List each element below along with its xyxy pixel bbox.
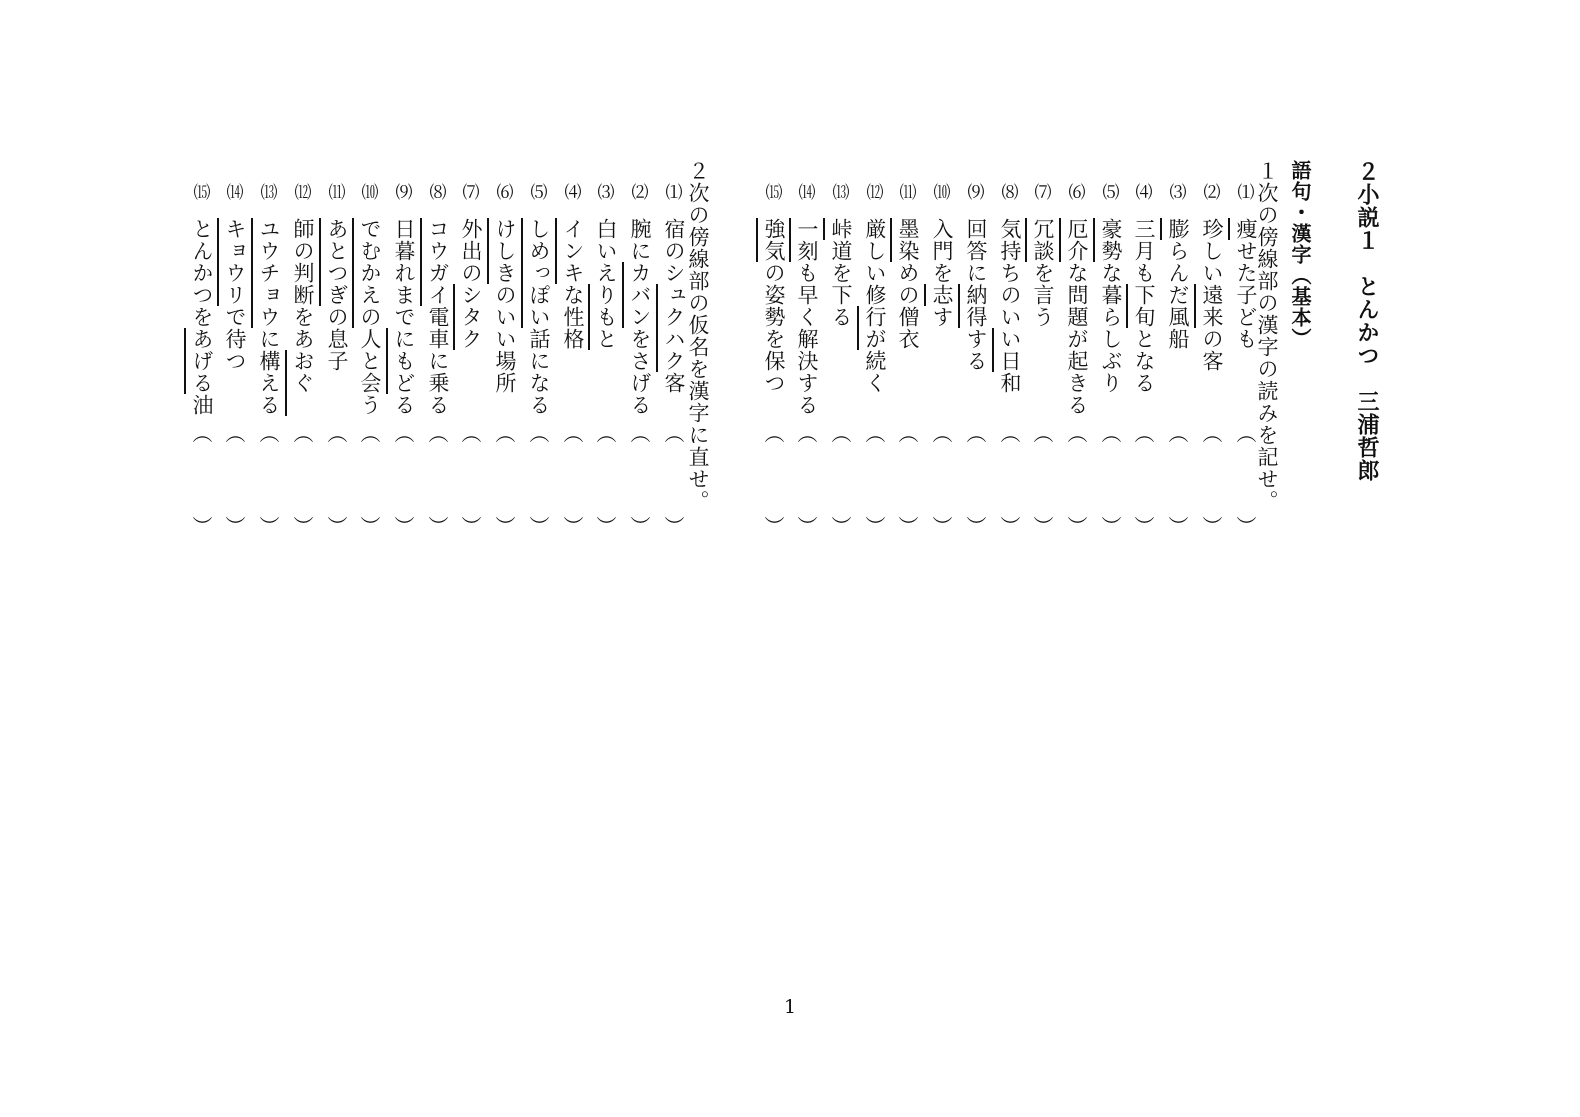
answer-blank[interactable]: [1198, 448, 1226, 516]
answer-paren-open: （: [458, 423, 482, 443]
answer-paren-open: （: [1199, 423, 1223, 443]
part2-item-number: ⑽: [361, 183, 379, 203]
answer-paren-close: ）: [290, 516, 314, 536]
part1-item: [1063, 178, 1091, 558]
answer-paren-close: ）: [391, 516, 415, 536]
answer-paren-close: ）: [357, 516, 381, 536]
part1-item: [996, 178, 1024, 558]
part1-item-number: ⑶: [1169, 183, 1187, 203]
answer-blank[interactable]: [188, 448, 216, 516]
answer-paren-close: ）: [425, 516, 449, 536]
answer-paren-open: （: [895, 423, 919, 443]
part1-item-number: ⒀: [832, 183, 850, 203]
answer-blank[interactable]: [255, 448, 283, 516]
answer-paren-close: ）: [997, 516, 1021, 536]
answer-blank[interactable]: [221, 448, 249, 516]
part2-item-text: コウガイ電車に乗る: [426, 218, 450, 416]
underline: [1126, 284, 1128, 328]
part1-item-number: ⑺: [1034, 183, 1052, 203]
answer-paren-close: ）: [1098, 516, 1122, 536]
answer-paren-close: ）: [526, 516, 550, 536]
section-heading: 語句・漢字（基本）: [1288, 160, 1312, 349]
answer-blank[interactable]: [289, 448, 317, 516]
answer-paren-open: （: [324, 423, 348, 443]
answer-paren-open: （: [1165, 423, 1189, 443]
answer-paren-close: ）: [560, 516, 584, 536]
part1-item: [827, 178, 855, 558]
answer-paren-close: ）: [1064, 516, 1088, 536]
answer-blank[interactable]: [1063, 448, 1091, 516]
part2-item-number: ⑷: [564, 183, 582, 203]
underline: [352, 218, 354, 328]
part1-item: [1164, 178, 1192, 558]
answer-paren-open: （: [357, 423, 381, 443]
part1-item-number: ⑹: [1068, 183, 1086, 203]
answer-paren-close: ）: [794, 516, 818, 536]
answer-paren-close: ）: [593, 516, 617, 536]
part2-item-number: ⑹: [496, 183, 514, 203]
part1-item-number: ⑻: [1001, 183, 1019, 203]
answer-paren-close: ）: [492, 516, 516, 536]
part2-item: [390, 178, 418, 558]
answer-paren-open: （: [560, 423, 584, 443]
underline: [1025, 218, 1027, 262]
part2-item-text: キョウリで待つ: [223, 218, 247, 372]
part1-item: [1198, 178, 1226, 558]
part2-instruction-text: 次の傍線部の仮名を漢字に直せ。: [686, 182, 710, 512]
answer-paren-open: （: [1064, 423, 1088, 443]
part2-item: [323, 178, 351, 558]
answer-paren-close: ）: [627, 516, 651, 536]
part2-item: [559, 178, 587, 558]
part2-item-number: ⒀: [260, 183, 278, 203]
answer-blank[interactable]: [525, 448, 553, 516]
part1-item: [793, 178, 821, 558]
part2-item-number: ⒂: [193, 183, 211, 203]
answer-blank[interactable]: [491, 448, 519, 516]
answer-paren-open: （: [391, 423, 415, 443]
answer-paren-open: （: [963, 423, 987, 443]
underline: [992, 328, 994, 372]
underline: [184, 328, 186, 394]
part2-item-text: 宿のシュクハク客: [662, 218, 686, 394]
part1-item-text: 回答に納得する: [964, 218, 988, 372]
part2-number: ２: [686, 160, 710, 182]
part2-item-number: ⑾: [328, 183, 346, 203]
answer-blank[interactable]: [592, 448, 620, 516]
answer-paren-open: （: [997, 423, 1021, 443]
part1-item-text: 膨らんだ風船: [1166, 218, 1190, 350]
part2-item-number: ⑵: [631, 183, 649, 203]
answer-paren-open: （: [1030, 423, 1054, 443]
page-number: 1: [783, 996, 797, 1018]
part2-item-number: ⑸: [530, 183, 548, 203]
answer-paren-close: ）: [1030, 516, 1054, 536]
part1-item: [861, 178, 889, 558]
part2-item-text: 師の判断をあおぐ: [291, 218, 315, 394]
answer-paren-open: （: [222, 423, 246, 443]
underline: [453, 284, 455, 350]
part2-item-number: ⑼: [395, 183, 413, 203]
part1-item-text: 厄介な問題が起きる: [1065, 218, 1089, 416]
part1-item-number: ⑿: [866, 183, 884, 203]
part2-instruction: [684, 160, 712, 512]
answer-blank[interactable]: [323, 448, 351, 516]
part1-item-number: ⑷: [1135, 183, 1153, 203]
part1-item-number: ⑴: [1237, 183, 1255, 203]
answer-blank[interactable]: [962, 448, 990, 516]
part1-item-number: ⑸: [1102, 183, 1120, 203]
part2-item: [626, 178, 654, 558]
underline: [386, 328, 388, 394]
answer-paren-open: （: [189, 423, 213, 443]
answer-paren-open: （: [425, 423, 449, 443]
underline: [890, 218, 892, 262]
part1-item-text: 冗談を言う: [1031, 218, 1055, 328]
part1-item-text: 一刻も早く解決する: [795, 218, 819, 416]
answer-blank[interactable]: [424, 448, 452, 516]
underline: [217, 218, 219, 306]
underline: [1228, 218, 1230, 240]
answer-paren-close: ）: [1233, 516, 1257, 536]
answer-paren-open: （: [627, 423, 651, 443]
answer-blank[interactable]: [1232, 448, 1260, 516]
answer-paren-close: ）: [963, 516, 987, 536]
part2-item-number: ⒁: [226, 183, 244, 203]
part1-item: [1029, 178, 1057, 558]
part2-item-text: とんかつをあげる油: [190, 218, 214, 416]
answer-blank[interactable]: [660, 448, 688, 516]
part2-item-number: ⑶: [597, 183, 615, 203]
answer-paren-close: ）: [929, 516, 953, 536]
part1-item: [1232, 178, 1260, 558]
part2-item: [491, 178, 519, 558]
answer-blank[interactable]: [1130, 448, 1158, 516]
underline: [756, 218, 758, 262]
answer-paren-open: （: [593, 423, 617, 443]
part2-item: [525, 178, 553, 558]
part2-item-text: 日暮れまでにもどる: [392, 218, 416, 416]
part1-number: １: [1255, 160, 1279, 182]
part2-item: [356, 178, 384, 558]
underline: [1093, 218, 1095, 262]
part1-item-number: ⑼: [967, 183, 985, 203]
answer-paren-open: （: [1233, 423, 1257, 443]
part1-item: [760, 178, 788, 558]
answer-paren-close: ）: [256, 516, 280, 536]
underline: [588, 284, 590, 350]
answer-blank[interactable]: [1164, 448, 1192, 516]
part2-item-number: ⑺: [462, 183, 480, 203]
part2-item-text: 腕にカバンをさげる: [628, 218, 652, 416]
part2-item: [424, 178, 452, 558]
part1-item-text: 痩せた子ども: [1234, 218, 1258, 350]
underline: [555, 218, 557, 284]
answer-blank[interactable]: [356, 448, 384, 516]
answer-blank[interactable]: [928, 448, 956, 516]
underline: [285, 350, 287, 416]
part2-item-number: ⑴: [665, 183, 683, 203]
underline: [1059, 218, 1061, 262]
answer-blank[interactable]: [760, 448, 788, 516]
part1-item-number: ⒂: [765, 183, 783, 203]
part2-item: [289, 178, 317, 558]
part1-item: [928, 178, 956, 558]
part1-item: [962, 178, 990, 558]
underline: [958, 284, 960, 328]
part1-item-text: 厳しい修行が続く: [863, 218, 887, 394]
answer-paren-close: ）: [1165, 516, 1189, 536]
part1-item-text: 峠道を下る: [829, 218, 853, 328]
underline: [251, 218, 253, 328]
answer-paren-open: （: [862, 423, 886, 443]
underline: [319, 218, 321, 306]
answer-blank[interactable]: [626, 448, 654, 516]
answer-blank[interactable]: [894, 448, 922, 516]
underline: [789, 218, 791, 262]
answer-paren-close: ）: [1199, 516, 1223, 536]
underline: [656, 284, 658, 372]
answer-paren-close: ）: [1131, 516, 1155, 536]
answer-paren-close: ）: [222, 516, 246, 536]
part1-item-number: ⒁: [798, 183, 816, 203]
answer-paren-open: （: [492, 423, 516, 443]
part2-item-text: でむかえの人と会う: [358, 218, 382, 416]
part1-item-text: 三月も下旬となる: [1132, 218, 1156, 394]
answer-paren-open: （: [828, 423, 852, 443]
underline: [857, 306, 859, 350]
answer-paren-open: （: [929, 423, 953, 443]
answer-paren-close: ）: [189, 516, 213, 536]
part1-item-text: 豪勢な暮らしぶり: [1099, 218, 1123, 394]
underline: [1194, 284, 1196, 328]
page-title: ２小説１ とんかつ 三浦哲郎: [1354, 160, 1379, 482]
part2-item: [255, 178, 283, 558]
part2-item-text: ユウチョウに構える: [257, 218, 281, 416]
answer-blank[interactable]: [996, 448, 1024, 516]
answer-paren-close: ）: [862, 516, 886, 536]
answer-blank[interactable]: [390, 448, 418, 516]
part2-item-text: 白いえりもと: [594, 218, 618, 350]
underline: [823, 218, 825, 240]
answer-paren-open: （: [290, 423, 314, 443]
answer-paren-open: （: [526, 423, 550, 443]
part2-item-text: しめっぽい話になる: [527, 218, 551, 416]
underline: [1160, 218, 1162, 240]
part2-item-text: あとつぎの息子: [325, 218, 349, 372]
answer-blank[interactable]: [1029, 448, 1057, 516]
answer-blank[interactable]: [559, 448, 587, 516]
part1-item-text: 墨染めの僧衣: [896, 218, 920, 350]
answer-blank[interactable]: [827, 448, 855, 516]
part2-item-text: けしきのいい場所: [493, 218, 517, 394]
answer-paren-open: （: [1098, 423, 1122, 443]
part1-item-number: ⑾: [899, 183, 917, 203]
answer-paren-open: （: [256, 423, 280, 443]
underline: [487, 218, 489, 284]
part2-item-text: 外出のシタク: [459, 218, 483, 350]
part1-instruction-text: 次の傍線部の漢字の読みを記せ。: [1255, 182, 1279, 512]
underline: [420, 218, 422, 306]
part1-item-number: ⑵: [1203, 183, 1221, 203]
part2-item: [592, 178, 620, 558]
underline: [521, 218, 523, 328]
answer-paren-open: （: [661, 423, 685, 443]
part2-item-number: ⑻: [429, 183, 447, 203]
part2-item-number: ⑿: [294, 183, 312, 203]
part1-item-text: 強気の姿勢を保つ: [762, 218, 786, 394]
answer-paren-close: ）: [828, 516, 852, 536]
underline: [622, 262, 624, 328]
answer-paren-close: ）: [324, 516, 348, 536]
part2-item: [457, 178, 485, 558]
answer-paren-open: （: [1131, 423, 1155, 443]
answer-paren-open: （: [794, 423, 818, 443]
answer-blank[interactable]: [793, 448, 821, 516]
part1-item-text: 気持ちのいい日和: [998, 218, 1022, 394]
part1-item-number: ⑽: [933, 183, 951, 203]
part1-item-text: 入門を志す: [930, 218, 954, 328]
part1-item: [1130, 178, 1158, 558]
answer-blank[interactable]: [861, 448, 889, 516]
part1-item-text: 珍しい遠来の客: [1200, 218, 1224, 372]
part2-item-text: インキな性格: [561, 218, 585, 350]
underline: [924, 284, 926, 306]
answer-paren-close: ）: [458, 516, 482, 536]
answer-paren-close: ）: [761, 516, 785, 536]
part1-item: [1097, 178, 1125, 558]
part2-item: [660, 178, 688, 558]
answer-paren-close: ）: [895, 516, 919, 536]
answer-paren-close: ）: [661, 516, 685, 536]
part2-item: [221, 178, 249, 558]
answer-paren-open: （: [761, 423, 785, 443]
part1-item: [894, 178, 922, 558]
answer-blank[interactable]: [1097, 448, 1125, 516]
part2-item: [188, 178, 216, 558]
answer-blank[interactable]: [457, 448, 485, 516]
